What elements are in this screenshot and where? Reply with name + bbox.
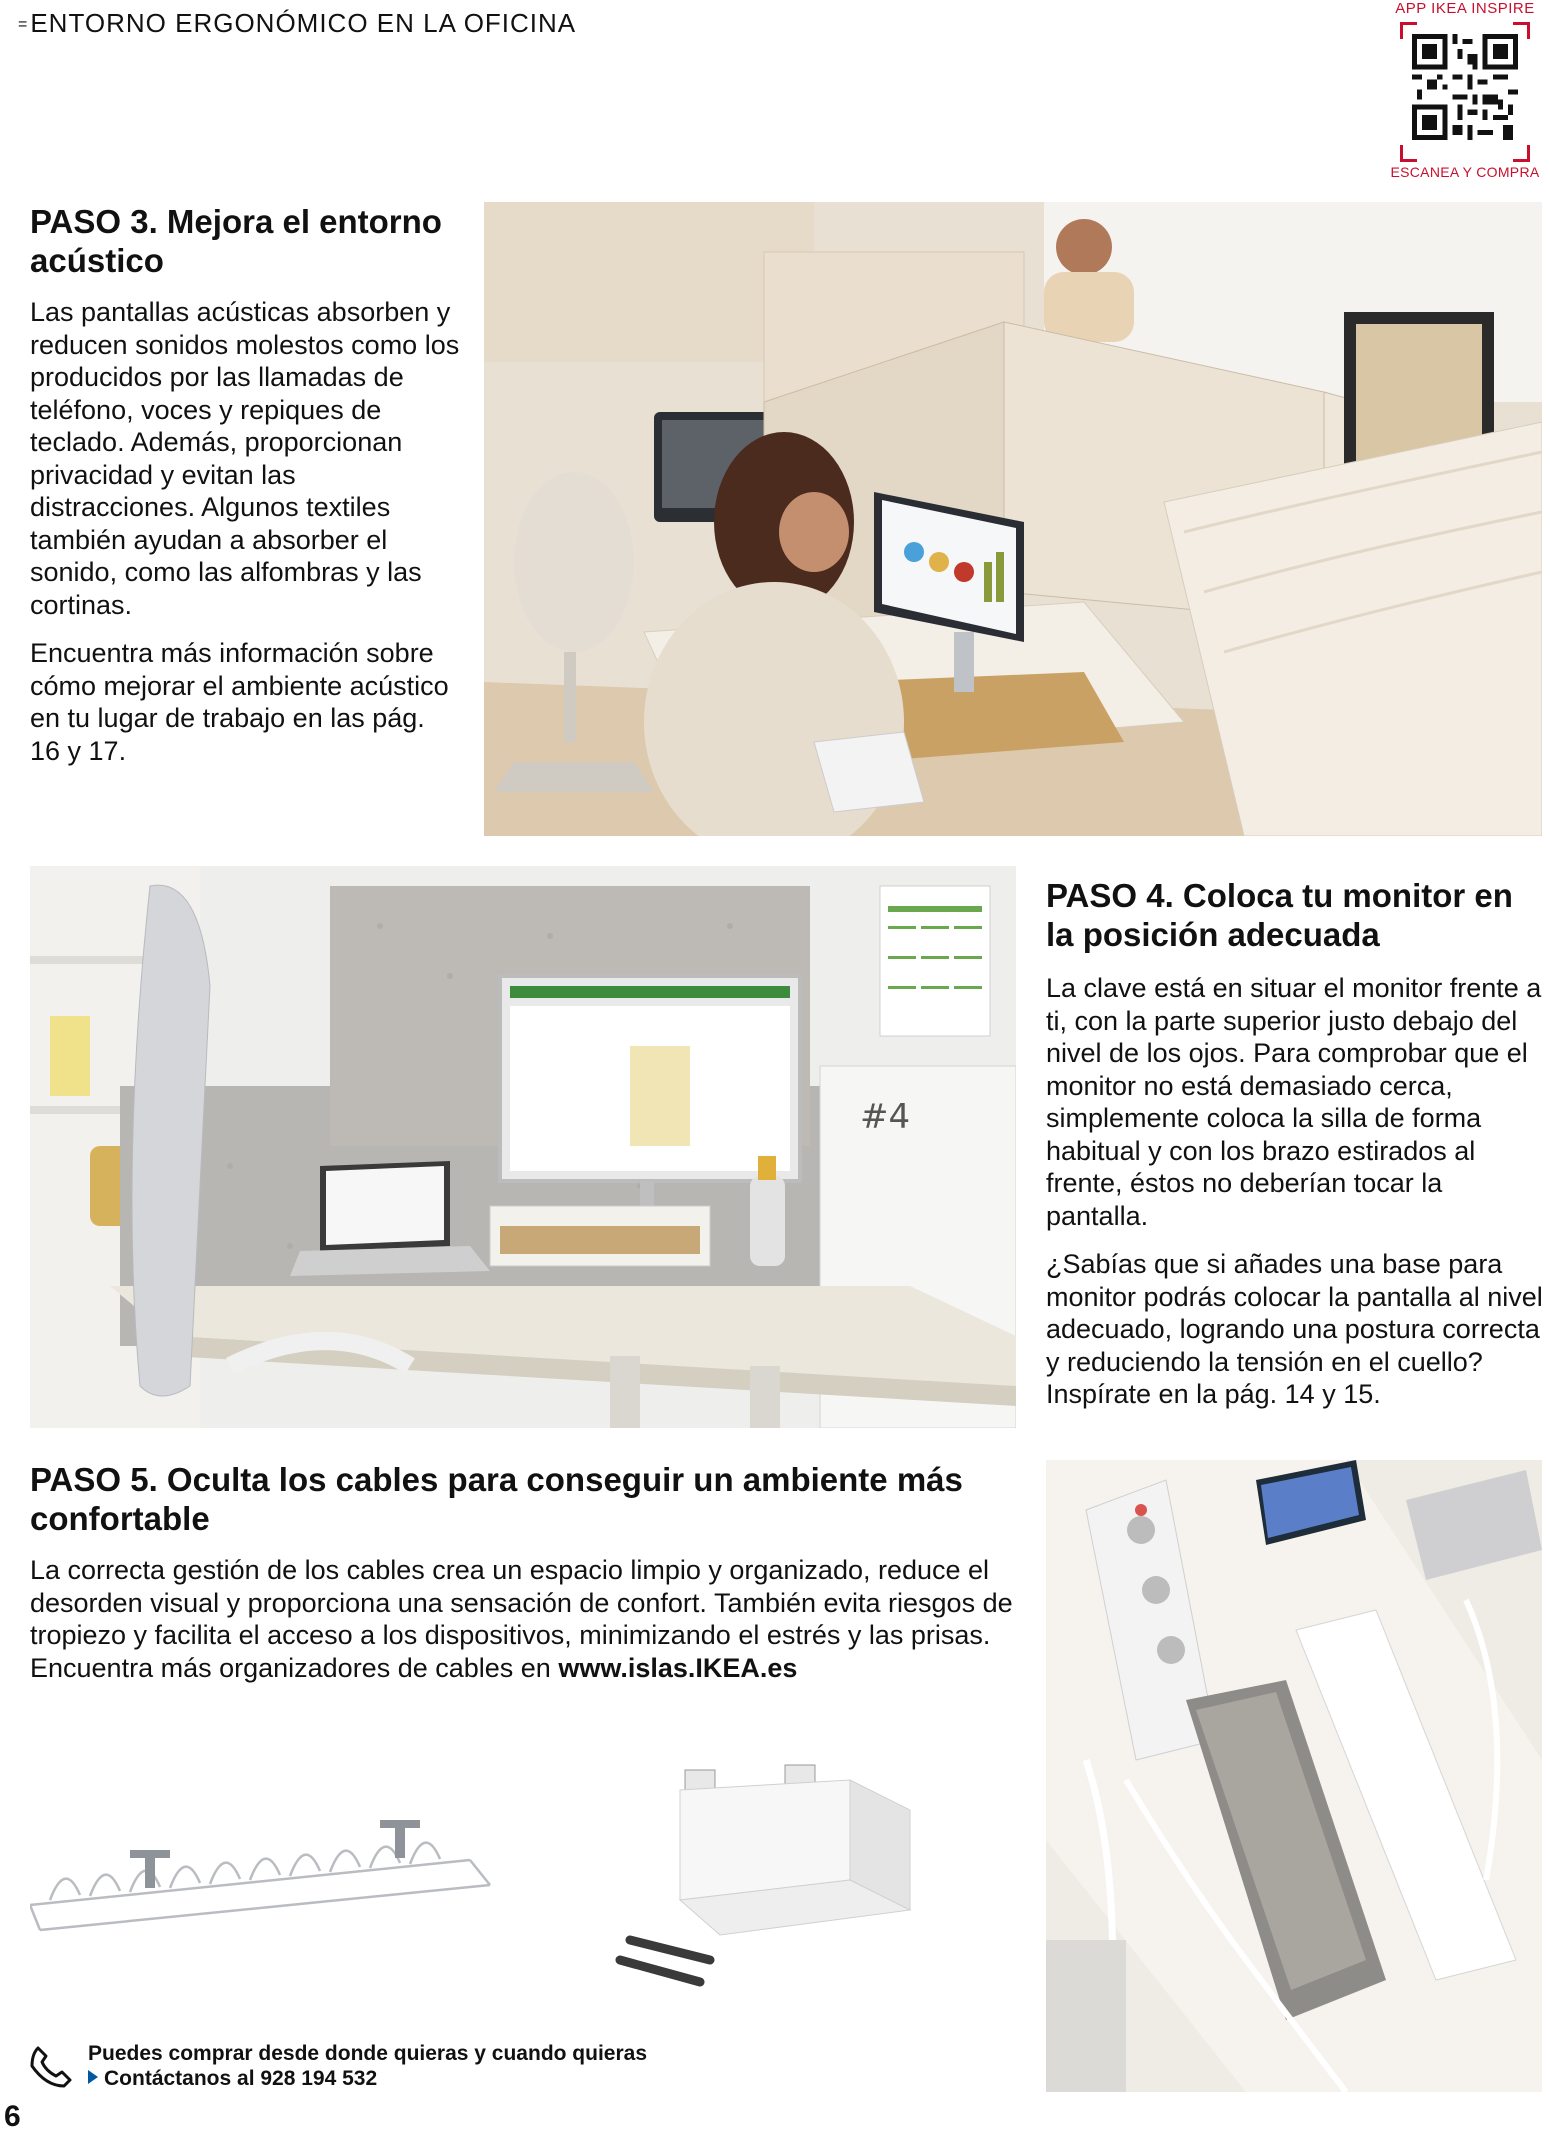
qr-top-label: APP IKEA INSPIRE (1395, 0, 1535, 17)
section-title (18, 8, 576, 39)
paso4-tip: ¿Sabías que si añades una base para monitor podrás colocar la pantalla al nivel adecuado, logrando una postura correcta y reduciendo la tensión en el cuello? Inspírate en la pág. 14 y 15. (1046, 1249, 1543, 1409)
contact-phone[interactable]: Contáctanos al 928 194 532 (104, 2067, 378, 2090)
paso5-block (30, 1460, 1020, 1684)
paso5-title: PASO 5. Oculta los cables para conseguir un ambiente más confortable (30, 1461, 963, 1537)
desk-tag: #4 (860, 1097, 911, 1137)
cable-management-photo (1046, 1460, 1542, 2092)
page-number: 6 (4, 2100, 21, 2133)
cable-tray-product (30, 1800, 500, 1950)
cable-basket-product (610, 1760, 960, 1990)
paso4-title: PASO 4. Coloca tu monitor en la posición adecuada (1046, 877, 1513, 953)
paso5-body-wrap (30, 1554, 1020, 1684)
contact-block[interactable] (28, 2042, 728, 2098)
contact-line1: Puedes comprar desde donde quieras y cuando quieras (88, 2042, 648, 2065)
paso3-block (30, 202, 460, 767)
section-marker-icon: = (18, 16, 29, 34)
paso3-title: PASO 3. Mejora el entorno acústico (30, 203, 442, 279)
paso5-body: La correcta gestión de los cables crea un espacio limpio y organizado, reduce el desorden visual y proporciona una sensación de confort. También evita riesgos de tropiezo y facilita el acceso a los dispositivos, minimizando el estrés y las prisas. Encuentra más organizadores de cables en (30, 1555, 1013, 1683)
paso3-more: Encuentra más información sobre cómo mejorar el ambiente acústico en tu lugar de trabajo en las pág. 16 y 17. (30, 638, 449, 766)
paso3-body: Las pantallas acústicas absorben y reducen sonidos molestos como los producidos por las llamadas de teléfono, voces y repiques de teclado. Además, proporcionan privacidad y evitan las distracciones. Algunos textiles también ayudan a absorber el sonido, como las alfombras y las cortinas. (30, 297, 460, 620)
monitor-desk-photo (30, 866, 1016, 1428)
paso4-block (1046, 876, 1546, 1411)
phone-icon (28, 2044, 74, 2090)
qr-bottom-label: ESCANEA Y COMPRA (1390, 164, 1540, 180)
qr-block[interactable] (1390, 0, 1540, 185)
acoustic-office-photo (484, 202, 1542, 836)
section-title-text: ENTORNO ERGONÓMICO EN LA OFICINA (30, 8, 577, 38)
qr-code-icon[interactable] (1412, 34, 1518, 140)
arrow-right-icon (88, 2070, 98, 2084)
paso5-link[interactable]: www.islas.IKEA.es (558, 1652, 798, 1683)
contact-line2[interactable] (88, 2067, 377, 2091)
paso4-body: La clave está en situar el monitor frente a ti, con la parte superior justo debajo del nivel de los ojos. Para comprobar que el monitor no está demasiado cerca, simplemente coloca la silla de forma habitual y con los brazo estirados al frente, éstos no deberían tocar la pantalla. (1046, 973, 1542, 1231)
